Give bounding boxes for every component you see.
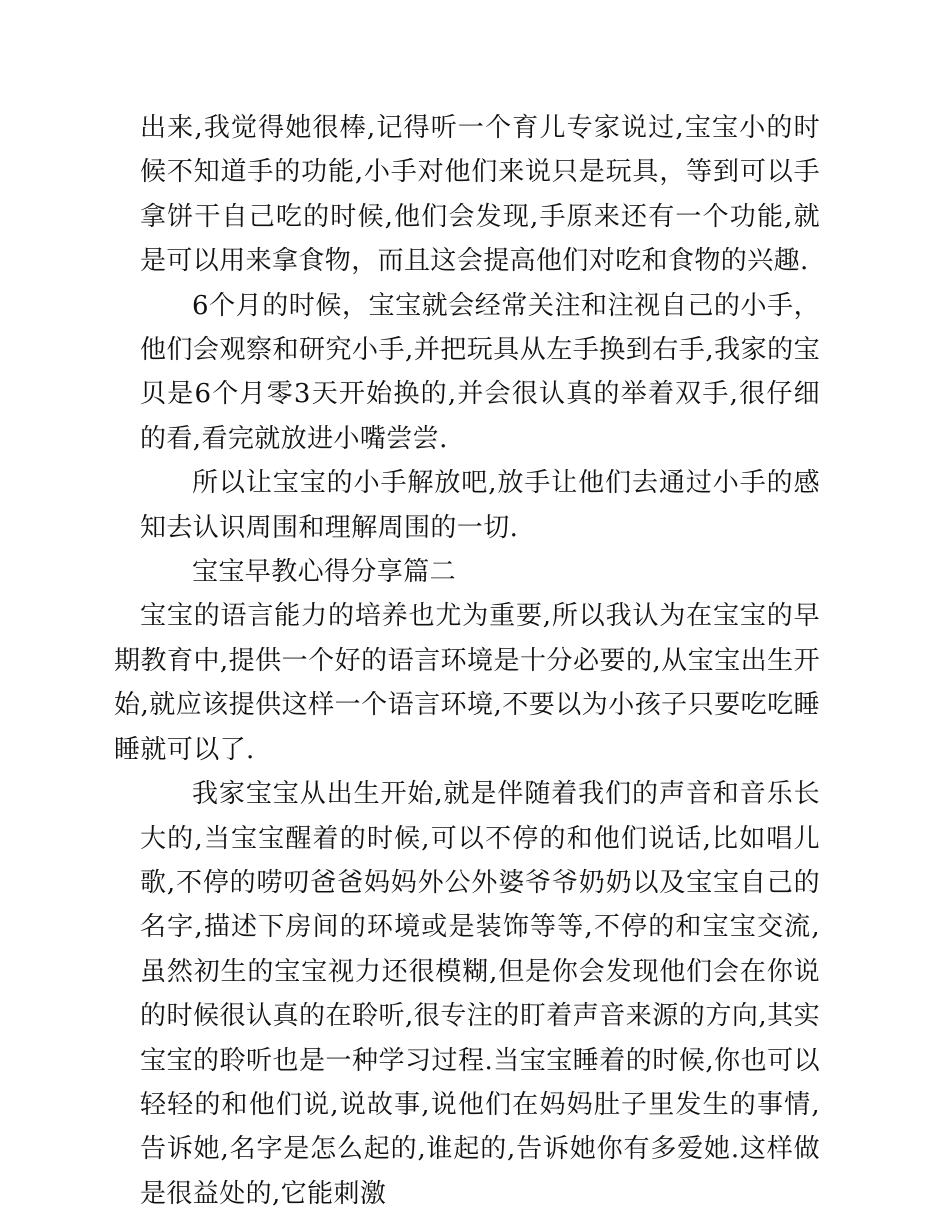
- paragraph-1: 出来,我觉得她很棒,记得听一个育儿专家说过,宝宝小的时候不知道手的功能,小手对他们来说只是玩具，等到可以手拿饼干自己吃的时候,他们会发现,手原来还有一个功能,就是可以用来拿食物，而且这会提高他们对吃和食物的兴趣.: [140, 113, 820, 277]
- paragraph-5: 我家宝宝从出生开始,就是伴随着我们的声音和音乐长大的,当宝宝醒着的时候,可以不停的和他们说话,比如唱儿歌,不停的唠叨爸爸妈妈外公外婆爷爷奶奶以及宝宝自己的名字,描述下房间的环境或是装饰等等,不停的和宝宝交流,虽然初生的宝宝视力还很模糊,但是你会发现他们会在你说的时候很认真的在聆听,很专注的盯着声音来源的方向,其实宝宝的聆听也是一种学习过程.当宝宝睡着的时候,你也可以轻轻的和他们说,说故事,说他们在妈妈肚子里发生的事情,告诉她,名字是怎么起的,谁起的,告诉她你有多爱她.这样做是很益处的,它能刺激: [140, 779, 820, 1209]
- paragraph-2: 6个月的时候，宝宝就会经常关注和注视自己的小手，他们会观察和研究小手,并把玩具从左手换到右手,我家的宝贝是6个月零3天开始换的,并会很认真的举着双手,很仔细的看,看完就放进小嘴尝尝.: [140, 290, 820, 454]
- paragraph-4: 宝宝的语言能力的培养也尤为重要,所以我认为在宝宝的早期教育中,提供一个好的语言环境是十分必要的,从宝宝出生开始,就应该提供这样一个语言环境,不要以为小孩子只要吃吃睡睡就可以了.: [114, 601, 820, 765]
- document-body: [114, 106, 820, 1216]
- paragraph-3: 所以让宝宝的小手解放吧,放手让他们去通过小手的感知去认识周围和理解周围的一切.: [140, 468, 820, 543]
- section-heading: 宝宝早教心得分享篇二: [192, 557, 457, 588]
